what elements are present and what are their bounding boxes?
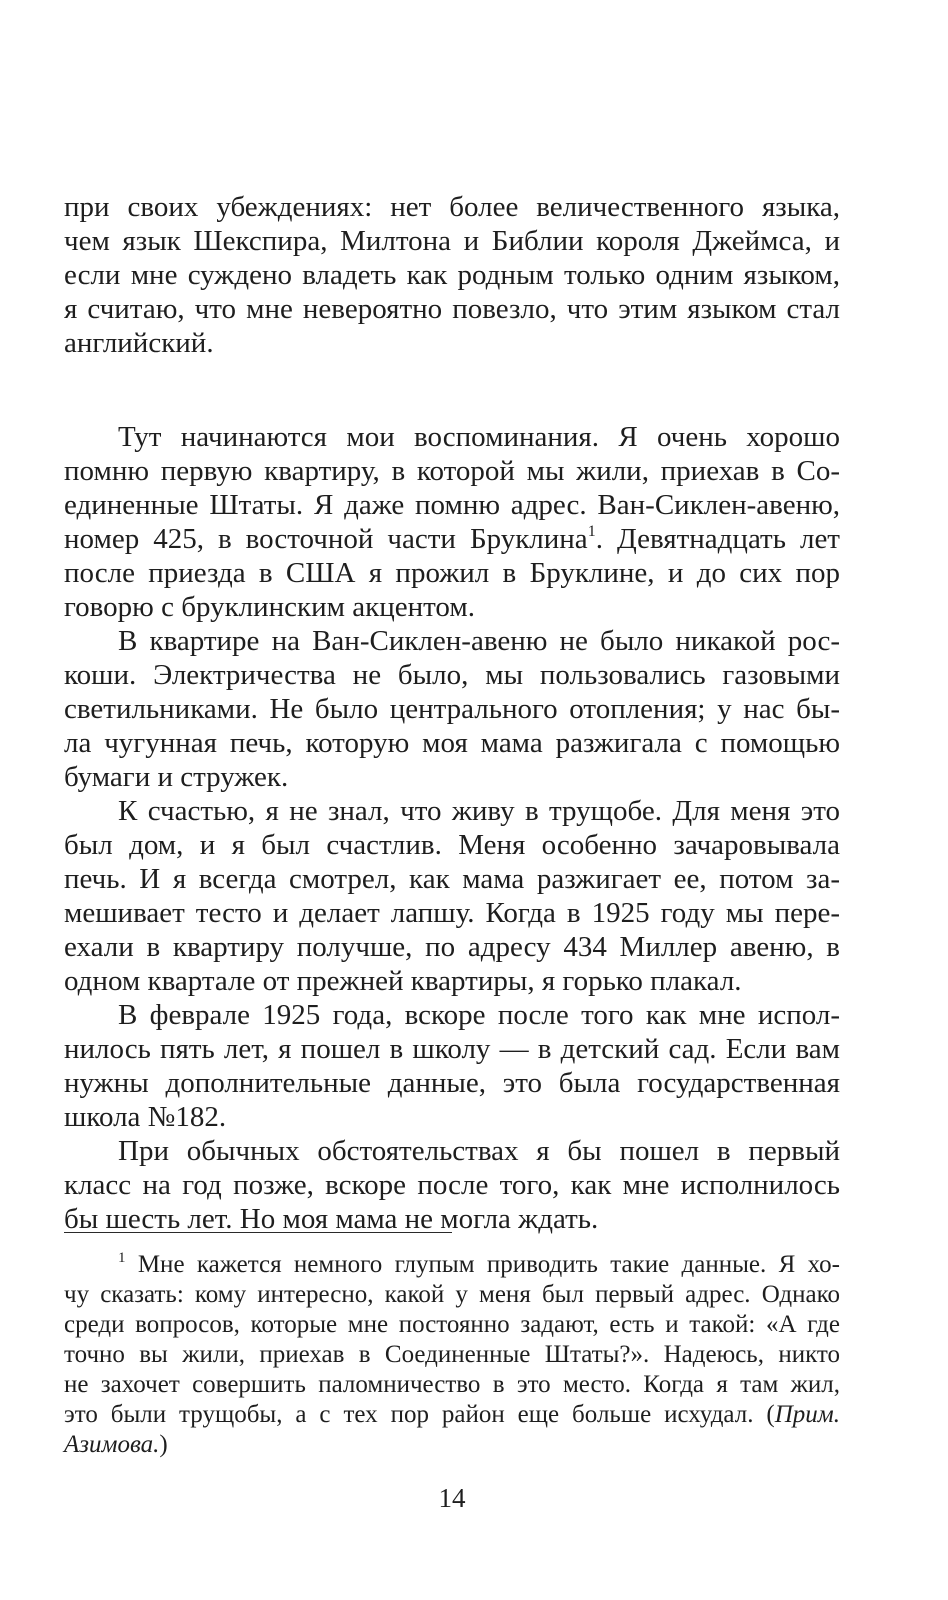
footnote-line-7-italic: Азимова. xyxy=(64,1431,160,1458)
footnote-line-3: среди вопросов, которые мне постоянно задают, есть и такой: «А где xyxy=(64,1311,840,1338)
paragraph-4-line-2: нилось пять лет, я пошел в школу — в детский сад. Если вам xyxy=(64,1033,840,1065)
paragraph-4-line-3: нужны дополнительные данные, это была государственная xyxy=(64,1067,840,1099)
paragraph-2-line-2: коши. Электричества не было, мы пользовались газовыми xyxy=(64,659,840,691)
paragraph-4-line-1: В феврале 1925 года, вскоре после того как мне испол- xyxy=(118,999,840,1031)
paragraph-3-line-5: ехали в квартиру получше, по адресу 434 Миллер авеню, в xyxy=(64,931,840,963)
carryover-line-1: при своих убеждениях: нет более величественного языка, xyxy=(64,191,840,223)
footnote-line-7-close: ) xyxy=(159,1431,168,1458)
footnote-line-6 xyxy=(64,1400,840,1430)
footnote-marker: 1 xyxy=(118,1250,126,1266)
book-page xyxy=(64,0,840,1600)
paragraph-1-line-2: помню первую квартиру, в которой мы жили, приехав в Со- xyxy=(64,455,840,487)
paragraph-2-line-1: В квартире на Ван-Сиклен-авеню не было никакой рос- xyxy=(118,625,840,657)
paragraph-1-line-4-start: номер 425, в восточной части Бруклина xyxy=(64,523,588,555)
carryover-line-4: я считаю, что мне невероятно повезло, что этим языком стал xyxy=(64,293,840,325)
paragraph-5-line-3: бы шесть лет. Но моя мама не могла ждать. xyxy=(64,1203,599,1235)
carryover-line-5: английский. xyxy=(64,327,214,359)
footnote-line-6-italic: Прим. xyxy=(774,1401,840,1428)
paragraph-1-line-5: после приезда в США я прожил в Бруклине, и до сих пор xyxy=(64,557,840,589)
paragraph-1-line-1: Тут начинаются мои воспоминания. Я очень хорошо xyxy=(118,421,840,453)
paragraph-2-line-5: бумаги и стружек. xyxy=(64,761,289,793)
footnote-line-5: не захочет совершить паломничество в это место. Когда я там жил, xyxy=(64,1371,840,1398)
paragraph-3-line-4: мешивает тесто и делает лапшу. Когда в 1925 году мы пере- xyxy=(64,897,840,929)
paragraph-5-line-2: класс на год позже, вскоре после того, как мне исполнилось xyxy=(64,1169,840,1201)
paragraph-5-line-1: При обычных обстоятельствах я бы пошел в первый xyxy=(118,1135,840,1167)
paragraph-1-line-4 xyxy=(64,522,840,556)
paragraph-1-line-3: единенные Штаты. Я даже помню адрес. Ван-Сиклен-авеню, xyxy=(64,489,840,521)
footnote-line-1-text: Мне кажется немного глупым приводить такие данные. Я хо- xyxy=(125,1251,840,1278)
paragraph-1-line-6: говорю с бруклинским акцентом. xyxy=(64,591,475,623)
paragraph-2-line-3: светильниками. Не было центрального отопления; у нас бы- xyxy=(64,693,840,725)
footnote-line-7 xyxy=(64,1430,840,1460)
footnote-reference: 1 xyxy=(587,523,596,540)
carryover-line-3: если мне суждено владеть как родным только одним языком, xyxy=(64,259,840,291)
footnote-line-1 xyxy=(118,1250,840,1280)
footnote-line-4: точно вы жили, приехав в Соединенные Штаты?». Надеюсь, никто xyxy=(64,1341,840,1368)
page-number: 14 xyxy=(438,1483,466,1513)
footnote-line-6-text: это были трущобы, а с тех пор район еще больше исхудал. ( xyxy=(64,1401,775,1428)
paragraph-4-line-4: школа №182. xyxy=(64,1101,227,1133)
paragraph-3-line-2: был дом, и я был счастлив. Меня особенно зачаровывала xyxy=(64,829,840,861)
paragraph-3-line-3: печь. И я всегда смотрел, как мама разжигает ее, потом за- xyxy=(64,863,840,895)
paragraph-2-line-4: ла чугунная печь, которую моя мама разжигала с помощью xyxy=(64,727,840,759)
paragraph-1-line-4-end: . Девятнадцать лет xyxy=(595,523,840,555)
paragraph-3-line-1: К счастью, я не знал, что живу в трущобе. Для меня это xyxy=(118,795,840,827)
footnote-separator xyxy=(64,1232,452,1233)
paragraph-3-line-6: одном квартале от прежней квартиры, я горько плакал. xyxy=(64,965,742,997)
footnote-line-2: чу сказать: кому интересно, какой у меня был первый адрес. Однако xyxy=(64,1281,840,1308)
carryover-line-2: чем язык Шекспира, Милтона и Библии короля Джеймса, и xyxy=(64,225,840,257)
